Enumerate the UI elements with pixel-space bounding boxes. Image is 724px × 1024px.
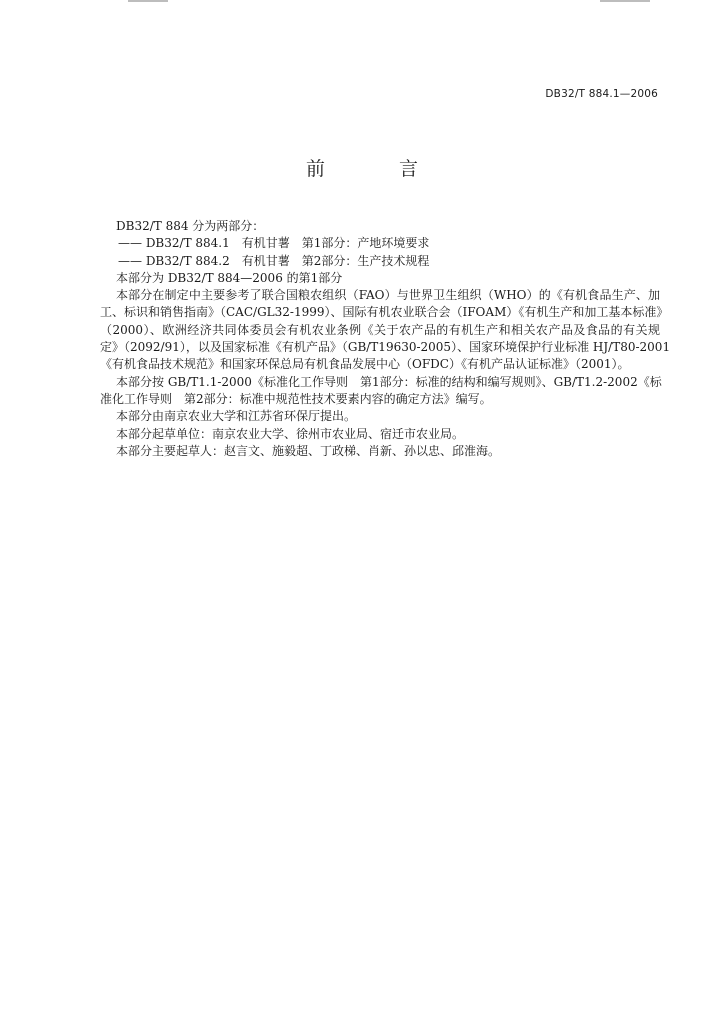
references-line: （2000）、欧洲经济共同体委员会有机农业条例《关于农产品的有机生产和相关农产品及食品的有关规 xyxy=(100,322,660,337)
drafting-rules-line: 本部分按 GB/T1.1-2000《标准化工作导则 第1部分：标准的结构和编写规则》、GB/T1.2-2002《标 xyxy=(116,374,662,389)
scan-artifact xyxy=(600,0,650,2)
document-body xyxy=(100,218,671,460)
intro-line: DB32/T 884 分为两部分： xyxy=(116,219,265,233)
references-line: 工、标识和销售指南》（CAC/GL32-1999）、国际有机农业联合会（IFOAM）《有机生产和加工基本标准》 xyxy=(100,305,669,320)
references-line: 《有机食品技术规范》和国家环保总局有机食品发展中心（OFDC）《有机产品认证标准》（2001）。 xyxy=(100,357,630,372)
drafting-rules-line: 准化工作导则 第2部分：标准中规范性技术要素内容的确定方法》编写。 xyxy=(100,391,492,406)
proposer-line: 本部分由南京农业大学和江苏省环保厅提出。 xyxy=(116,409,357,424)
part-item: —— DB32/T 884.1 有机甘薯 第1部分：产地环境要求 xyxy=(118,236,430,251)
references-line: 定》（2092/91），以及国家标准《有机产品》（GB/T19630-2005）、国家环境保护行业标准 HJ/T80-2001 xyxy=(100,340,671,355)
page-title: 前 言 xyxy=(305,158,453,180)
drafters-line: 本部分主要起草人：赵言文、施毅超、丁政梯、肖新、孙以忠、邱淮海。 xyxy=(116,443,501,458)
references-line: 本部分在制定中主要参考了联合国粮农组织（FAO）与世界卫生组织（WHO）的《有机食品生产、加 xyxy=(116,288,660,303)
scan-artifact xyxy=(128,0,168,2)
part-item: —— DB32/T 884.2 有机甘薯 第2部分：生产技术规程 xyxy=(118,253,430,268)
drafting-units-line: 本部分起草单位：南京农业大学、徐州市农业局、宿迁市农业局。 xyxy=(116,426,465,441)
document-code: DB32/T 884.1—2006 xyxy=(545,88,658,100)
this-part-line: 本部分为 DB32/T 884—2006 的第1部分 xyxy=(116,270,343,285)
